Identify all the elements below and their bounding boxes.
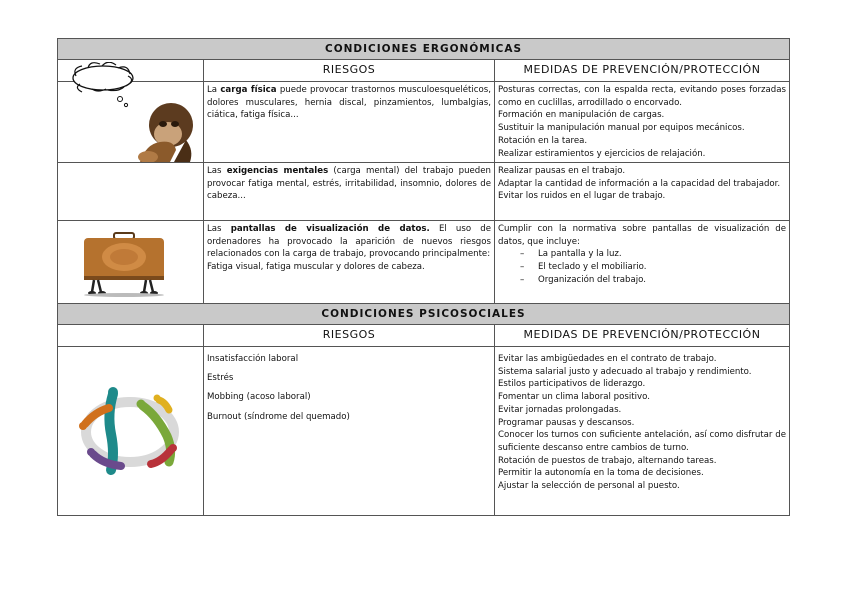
risk-item: Estrés <box>207 373 234 384</box>
risk-keyword: exigencias mentales <box>226 166 329 176</box>
risk-text: (carga mental) del trabajo pueden provocar fatiga mental, estrés, irritabilidad, insomnio, dolores de cabeza... <box>207 166 491 202</box>
measure-item: Fomentar un clima laboral positivo. <box>498 392 650 403</box>
risk-item: Insatisfacción laboral <box>207 354 299 364</box>
measure-cell-screens <box>495 221 789 303</box>
measure-cell-physical <box>495 82 789 162</box>
ergonomic-row-physical <box>58 82 789 163</box>
ergonomic-row-screens <box>58 221 789 304</box>
risk-text: Las <box>207 166 227 176</box>
risk-text: Fatiga visual, fatiga muscular y dolores de cabeza. <box>207 262 425 273</box>
measure-item: Conocer los turnos con suficiente antelación, así como disfrutar de suficiente descanso entre cambios de turno. <box>498 430 786 453</box>
ergonomic-row-mental <box>58 163 789 221</box>
risks-column-header: RIESGOS <box>204 60 495 81</box>
measure-item: Posturas correctas, con la espalda recta, evitando poses forzadas como en cuclillas, arrodillado o encorvado. <box>498 85 786 108</box>
risk-text: El uso de ordenadores ha provocado la aparición de nuevos riesgos relacionados con la carga de trabajo, provocando principalmente: <box>207 224 492 260</box>
thinking-monkey-image <box>68 62 198 162</box>
risks-column-header: RIESGOS <box>204 325 495 346</box>
risk-cell-mental <box>204 163 495 220</box>
measure-item: Realizar estiramientos y ejercicios de relajación. <box>498 148 706 159</box>
measure-list-item: – Organización del trabajo. <box>520 274 786 287</box>
image-cell <box>58 163 204 220</box>
measure-item: Adaptar la cantidad de información a la capacidad del trabajador. <box>498 178 781 189</box>
measure-item: Rotación en la tarea. <box>498 135 588 146</box>
heavy-suitcase-image <box>80 229 180 299</box>
risk-item: Burnout (síndrome del quemado) <box>207 411 350 422</box>
measure-item: Evitar las ambigüedades en el contrato de trabajo. <box>498 354 717 364</box>
measures-column-header: MEDIDAS DE PREVENCIÓN/PROTECCIÓN <box>523 328 761 341</box>
risk-keyword: carga física <box>220 85 277 95</box>
risk-keyword: pantallas de visualización de datos. <box>230 224 430 234</box>
image-cell <box>58 221 204 303</box>
measure-list <box>498 248 786 286</box>
measure-item: Sistema salarial justo y adecuado al trabajo y rendimiento. <box>498 366 752 377</box>
image-cell <box>58 82 204 162</box>
image-cell <box>58 324 204 515</box>
measure-cell-mental <box>495 163 789 220</box>
measure-item: Ajustar la selección de personal al puesto. <box>498 481 680 492</box>
measure-item: Sustituir la manipulación manual por equipos mecánicos. <box>498 123 745 134</box>
measures-column-header: MEDIDAS DE PREVENCIÓN/PROTECCIÓN <box>523 63 761 76</box>
risk-text: puede provocar trastornos musculoesqueléticos, dolores musculares, hernia discal, pinzamientos, lumbalgias, ciática, fatiga física... <box>207 85 492 121</box>
risk-text: La <box>207 85 221 95</box>
measure-item: Evitar los ruidos en el lugar de trabajo. <box>498 191 666 202</box>
people-circle-image <box>73 384 188 479</box>
risk-text: Las <box>207 224 231 234</box>
measure-item: Formación en manipulación de cargas. <box>498 110 665 121</box>
measure-cell-psychosocial <box>495 347 789 515</box>
risk-cell-physical <box>204 82 495 162</box>
measure-item: Rotación de puestos de trabajo, alternando tareas. <box>498 455 717 466</box>
risk-cell-screens <box>204 221 495 303</box>
measure-item: Cumplir con la normativa sobre pantallas de visualización de datos, que incluye: <box>498 224 786 247</box>
conditions-table <box>57 38 790 516</box>
measure-item: Realizar pausas en el trabajo. <box>498 166 626 176</box>
psychosocial-section-title: CONDICIONES PSICOSOCIALES <box>58 304 789 325</box>
psychosocial-row <box>58 347 789 515</box>
measure-list-item: – La pantalla y la luz. <box>520 248 786 261</box>
measure-item: Evitar jornadas prolongadas. <box>498 404 622 415</box>
risk-cell-psychosocial <box>204 347 495 515</box>
risk-item: Mobbing (acoso laboral) <box>207 392 311 403</box>
ergonomic-section-title: CONDICIONES ERGONÓMICAS <box>58 39 789 60</box>
measure-item: Programar pausas y descansos. <box>498 417 635 428</box>
measure-item: Permitir la autonomía en la toma de decisiones. <box>498 468 704 479</box>
measure-list-item: – El teclado y el mobiliario. <box>520 261 786 274</box>
measure-item: Estilos participativos de liderazgo. <box>498 379 646 390</box>
